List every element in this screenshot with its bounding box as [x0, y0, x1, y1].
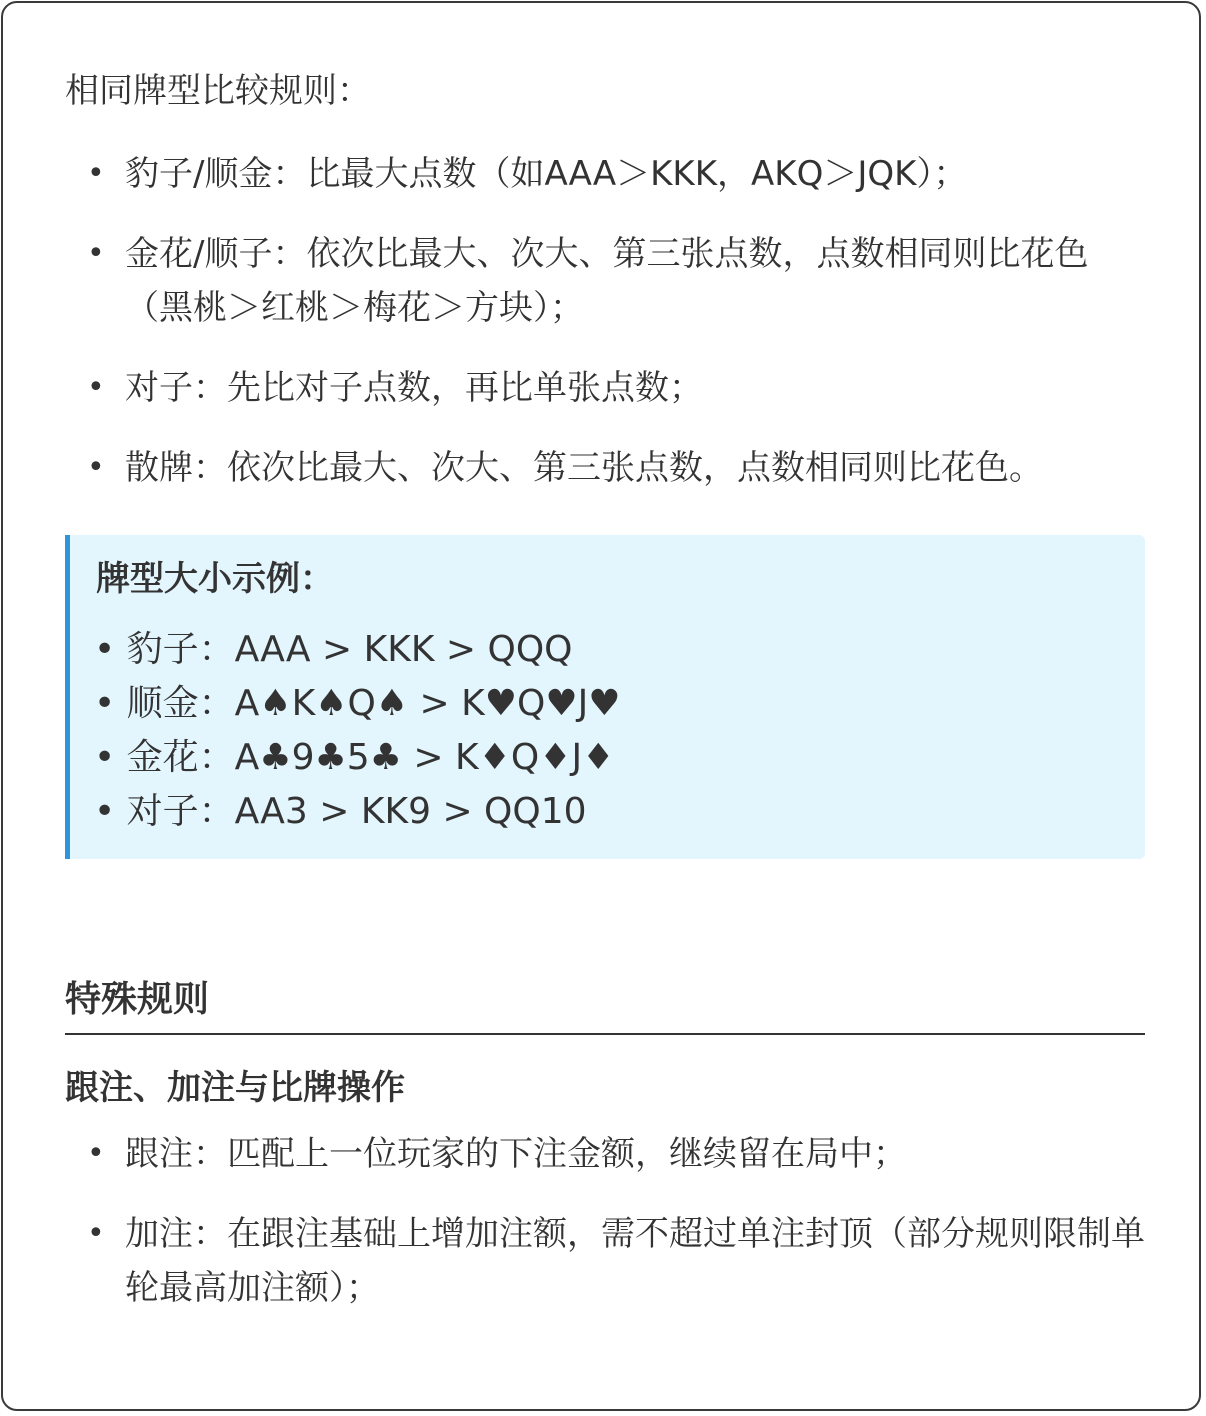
example-title: 牌型大小示例： [96, 559, 334, 599]
bullet-icon: • [87, 370, 105, 405]
rule-text: 金花/顺子：依次比最大、次大、第三张点数，点数相同则比花色（黑桃＞红桃＞梅花＞方块）； [125, 234, 1089, 328]
betting-rules-list [65, 1127, 1145, 1315]
document-card [1, 1, 1201, 1411]
example-list [94, 623, 621, 839]
rule-text: 豹子/顺金：比最大点数（如AAA＞KKK，AKQ＞JQK）； [125, 154, 968, 194]
example-callout [65, 535, 1145, 859]
subheading-betting-operations: 跟注、加注与比牌操作 [65, 1068, 405, 1108]
bullet-icon: • [87, 1216, 105, 1251]
bullet-icon: • [87, 1136, 105, 1171]
rule-text: 跟注：匹配上一位玩家的下注金额，继续留在局中； [125, 1134, 907, 1174]
section-heading-special-rules: 特殊规则 [65, 975, 1145, 1035]
example-line: • 金花：A♣9♣5♣ > K♦Q♦J♦ [94, 737, 615, 778]
list-item [65, 1127, 1145, 1181]
example-line: • 豹子：AAA > KKK > QQQ [94, 629, 573, 670]
comparison-intro: 相同牌型比较规则： [65, 71, 371, 111]
example-line: • 顺金：A♠K♠Q♠ > K♥Q♥J♥ [94, 683, 621, 724]
rule-text: 散牌：依次比最大、次大、第三张点数，点数相同则比花色。 [125, 448, 1043, 488]
rule-text: 加注：在跟注基础上增加注额，需不超过单注封顶（部分规则限制单轮最高加注额）； [125, 1214, 1145, 1308]
list-item [65, 147, 1145, 201]
list-item [65, 361, 1145, 415]
list-item [65, 441, 1145, 495]
bullet-icon: • [87, 236, 105, 271]
comparison-rules-list [65, 147, 1145, 495]
example-line: • 对子：AA3 > KK9 > QQ10 [94, 791, 587, 832]
list-item [65, 1207, 1145, 1315]
bullet-icon: • [87, 450, 105, 485]
rule-text: 对子：先比对子点数，再比单张点数； [125, 368, 703, 408]
list-item [65, 227, 1145, 335]
bullet-icon: • [87, 156, 105, 191]
